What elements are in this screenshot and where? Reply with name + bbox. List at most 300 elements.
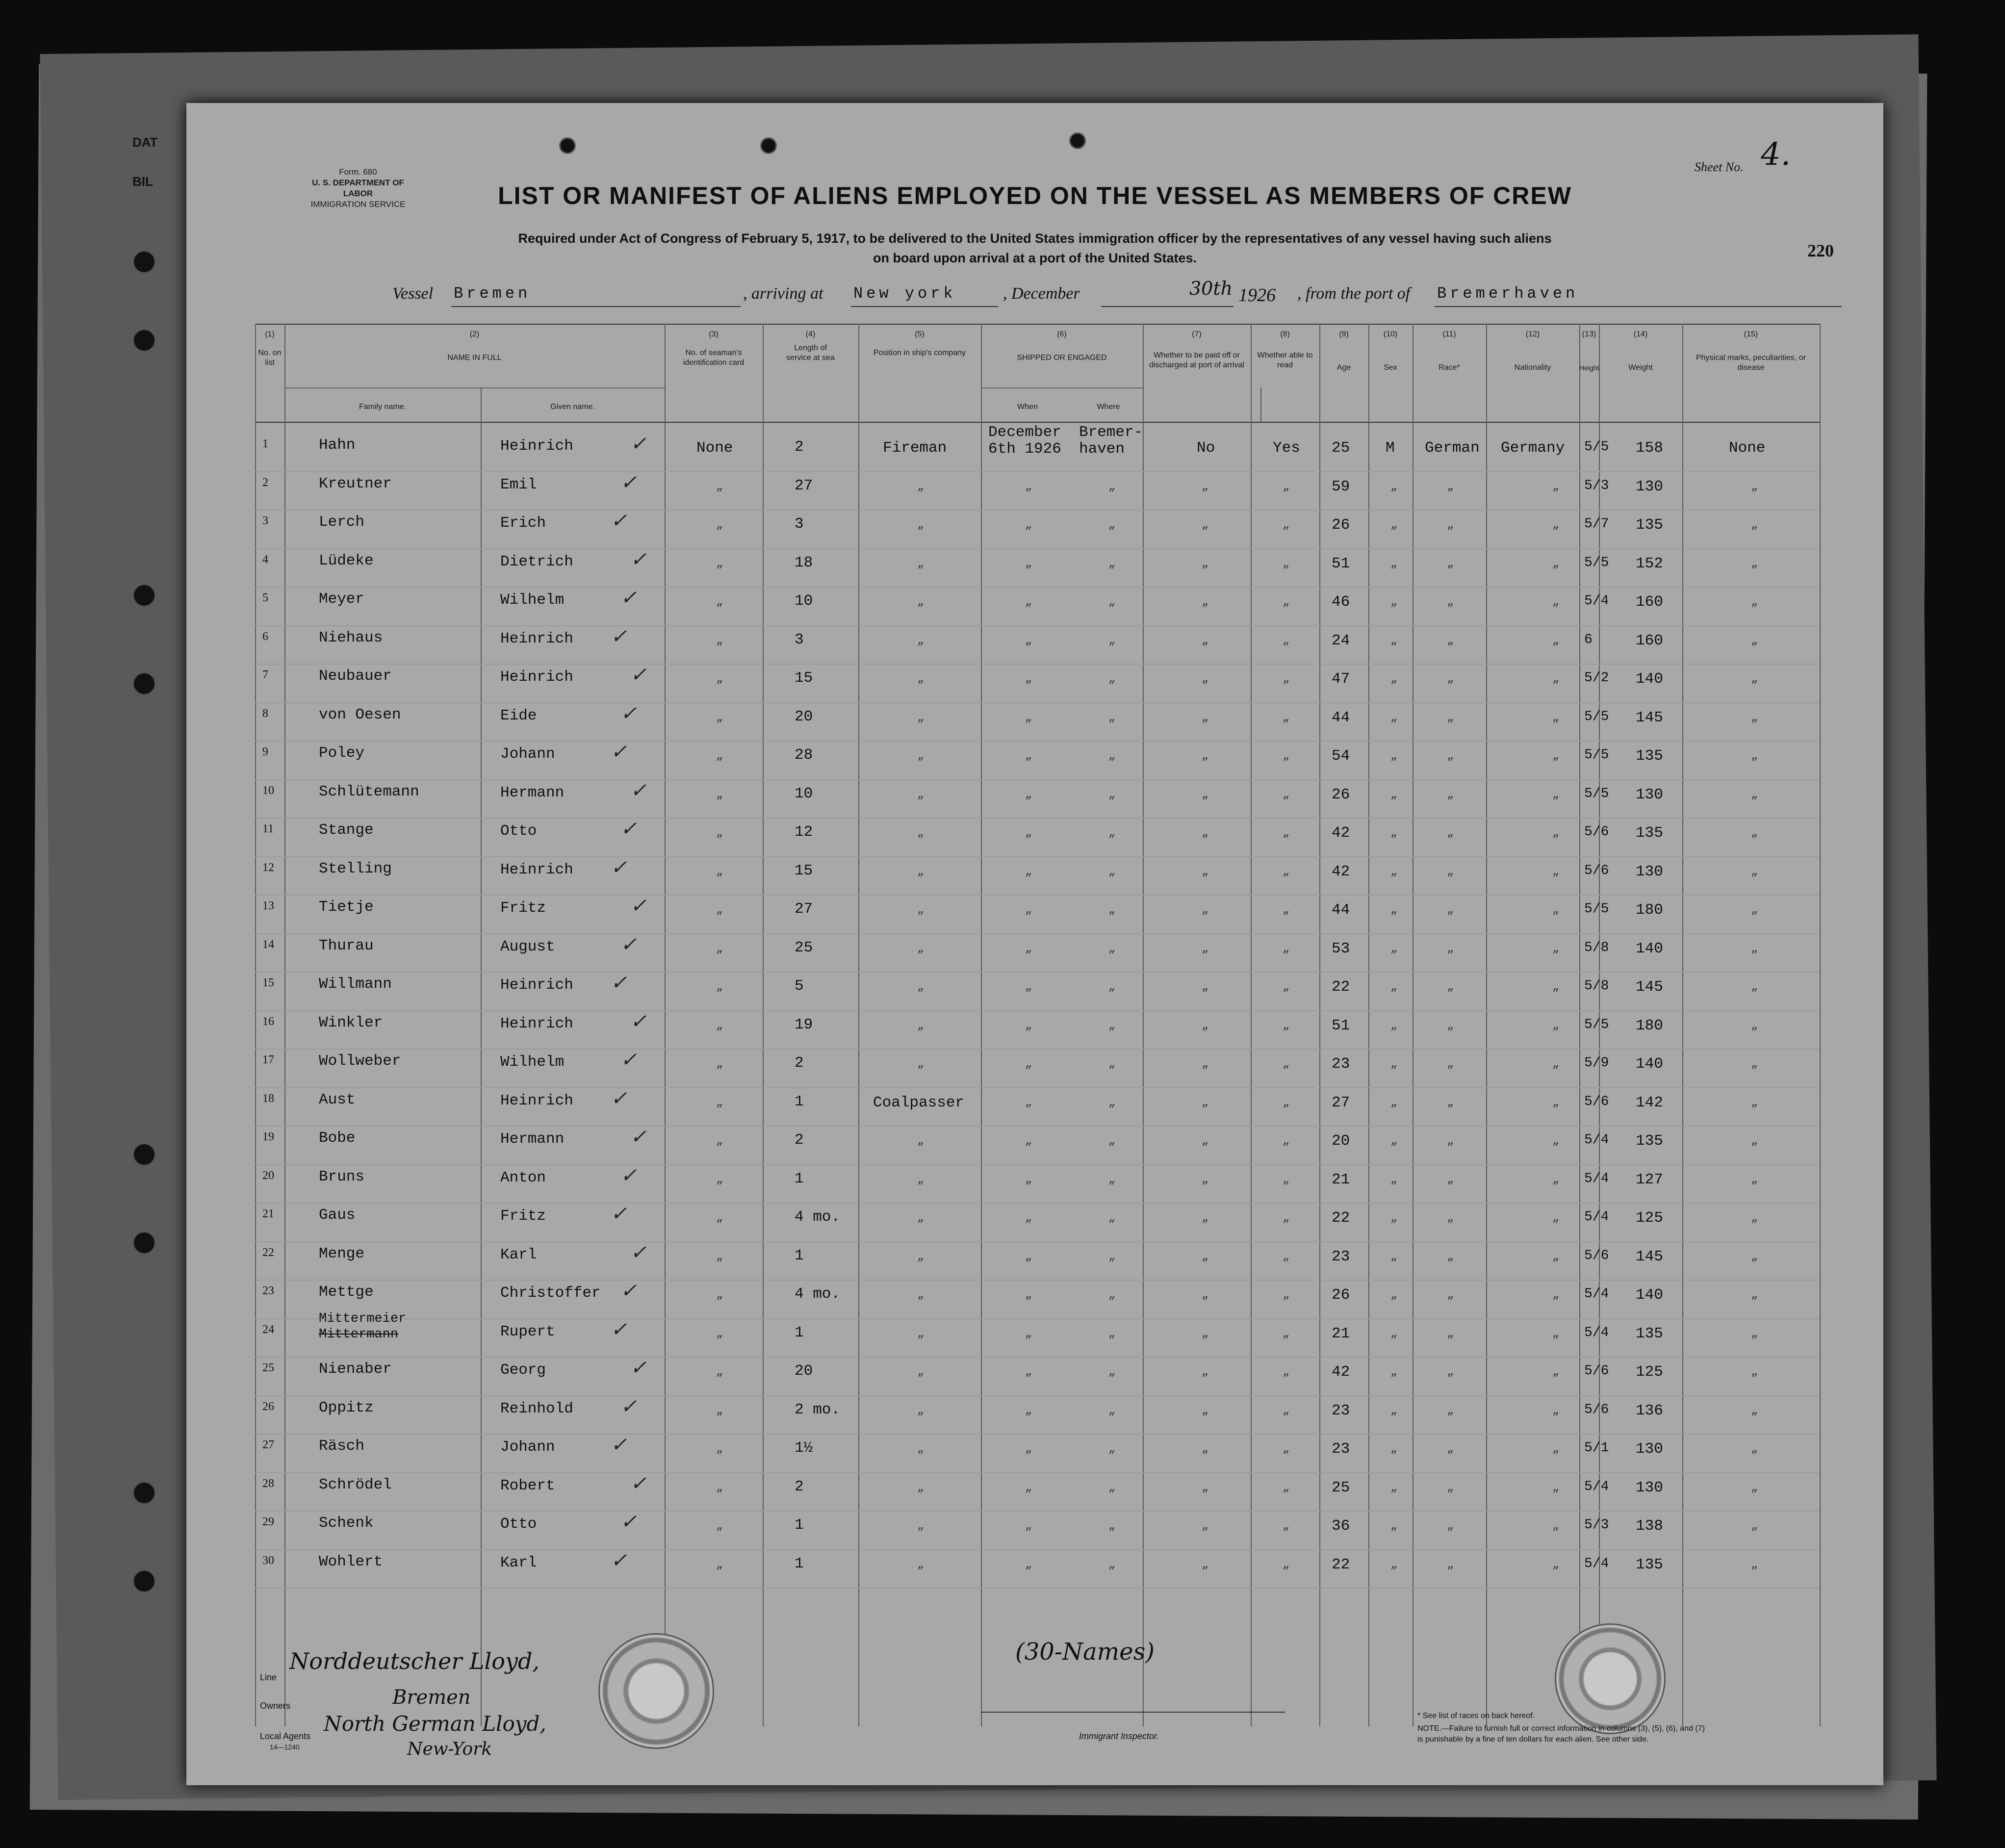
column-rule [284, 324, 285, 1726]
ditto-mark: „ [1390, 672, 1398, 686]
race-header: Race* [1439, 363, 1460, 372]
check-mark: ✓ [630, 664, 647, 686]
weight-header: Weight [1628, 363, 1653, 372]
sheet-label: Sheet No. [1695, 160, 1744, 174]
height: 5/5 [1584, 1017, 1609, 1032]
ditto-mark: „ [1202, 557, 1209, 570]
ditto-mark: „ [1025, 865, 1032, 878]
stamp-number: 220 [1807, 241, 1834, 260]
given-name: Dietrich [500, 553, 573, 570]
age: 51 [1332, 1017, 1350, 1034]
given-name: Heinrich [500, 437, 573, 455]
row-number: 4 [262, 553, 268, 566]
ditto-mark: „ [917, 1404, 925, 1417]
height: 5/4 [1584, 1325, 1609, 1340]
ditto-mark: „ [1552, 557, 1560, 570]
ditto-mark: „ [1025, 1134, 1032, 1148]
ditto-mark: „ [1283, 903, 1290, 917]
ditto-mark: „ [1108, 518, 1116, 532]
row-number: 15 [262, 976, 274, 989]
agents-value: North German Lloyd, [324, 1712, 546, 1736]
manifest-footer [186, 1638, 1883, 1785]
owners-value: Bremen [392, 1686, 471, 1709]
height: 5/8 [1584, 978, 1609, 994]
height: 5/4 [1584, 1286, 1609, 1302]
shipped-when: December [988, 424, 1061, 441]
ditto-mark: „ [1447, 1057, 1454, 1071]
ditto-mark: „ [1552, 788, 1560, 801]
row-rule [255, 422, 1820, 423]
row-number: 29 [262, 1515, 274, 1528]
ditto-mark: „ [1108, 826, 1116, 840]
column-number: (11) [1442, 330, 1456, 338]
ditto-mark: „ [1552, 1096, 1560, 1109]
age: 51 [1332, 555, 1350, 572]
ditto-mark: „ [1025, 1481, 1032, 1494]
ditto-mark: „ [1202, 1134, 1209, 1148]
ditto-mark: „ [1108, 942, 1116, 955]
shipped-where: haven [1079, 440, 1125, 458]
row-number: 28 [262, 1477, 274, 1490]
ditto-mark: „ [1283, 749, 1290, 763]
check-mark: ✓ [611, 1434, 627, 1456]
ditto-mark: „ [1202, 1404, 1209, 1417]
family-name: Niehaus [319, 629, 383, 646]
ditto-mark: „ [1447, 480, 1454, 493]
ditto-mark: „ [1283, 1442, 1290, 1456]
age: 21 [1332, 1325, 1350, 1342]
height: 5/2 [1584, 670, 1609, 686]
weight: 135 [1636, 747, 1663, 765]
ditto-mark: „ [716, 826, 723, 840]
age-header: Age [1337, 363, 1351, 372]
row-number: 30 [262, 1554, 274, 1567]
back-label: DAT [132, 135, 158, 150]
ditto-mark: „ [917, 480, 925, 493]
given-name: Fritz [500, 1207, 546, 1225]
row-rule [255, 471, 1820, 472]
service-length: 1 [795, 1247, 804, 1264]
weight: 145 [1636, 709, 1663, 726]
family-name: Mettge [319, 1283, 374, 1301]
position: Fireman [883, 439, 947, 457]
check-mark: ✓ [630, 433, 647, 455]
column-number: (4) [805, 330, 816, 338]
ditto-mark: „ [716, 634, 723, 647]
given-name: Heinrich [500, 976, 573, 994]
ditto-mark: „ [1552, 1558, 1560, 1571]
line-label: Line [260, 1672, 277, 1682]
arriving-label: , arriving at [743, 284, 823, 303]
ditto-mark: „ [1390, 634, 1398, 647]
height: 5/6 [1584, 1248, 1609, 1263]
column-number: (5) [915, 330, 925, 338]
ditto-mark: „ [1552, 865, 1560, 878]
family-name: Aust [319, 1091, 356, 1108]
ditto-mark: „ [1025, 1558, 1032, 1571]
column-rule [1260, 387, 1261, 422]
ditto-mark: „ [1108, 903, 1116, 917]
ditto-mark: „ [1025, 1365, 1032, 1379]
weight: 135 [1636, 1325, 1663, 1342]
ditto-mark: „ [1025, 826, 1032, 840]
ditto-mark: „ [1447, 826, 1454, 840]
family-name: Hahn [319, 436, 356, 454]
age: 25 [1332, 439, 1350, 457]
ditto-mark: „ [917, 634, 925, 647]
ditto-mark: „ [1447, 518, 1454, 532]
row-number: 6 [262, 630, 268, 643]
ditto-mark: „ [1390, 1365, 1398, 1379]
weight: 180 [1636, 1017, 1663, 1034]
given-name: Heinrich [500, 668, 573, 686]
service-length: 3 [795, 631, 804, 648]
row-number: 21 [262, 1207, 274, 1220]
column-number: (1) [265, 330, 275, 338]
ditto-mark: „ [1108, 1134, 1116, 1148]
ditto-mark: „ [1108, 1288, 1116, 1302]
row-rule [255, 1357, 1820, 1358]
row-number: 27 [262, 1438, 274, 1451]
ditto-mark: „ [1751, 1288, 1758, 1302]
row-number: 12 [262, 861, 274, 874]
binder-hole [132, 672, 156, 695]
ditto-mark: „ [1390, 557, 1398, 570]
ditto-mark: „ [1202, 1096, 1209, 1109]
family-name: Wollweber [319, 1052, 401, 1070]
ditto-mark: „ [917, 1134, 925, 1148]
ditto-mark: „ [1751, 1481, 1758, 1494]
weight: 130 [1636, 863, 1663, 880]
weight: 125 [1636, 1209, 1663, 1227]
row-rule [255, 702, 1820, 703]
ditto-mark: „ [1390, 942, 1398, 955]
ditto-mark: „ [1552, 1173, 1560, 1186]
ditto-mark: „ [1025, 1250, 1032, 1263]
fine-note: NOTE.—Failure to furnish full or correct information in columns (3), (5), (6), and (7) [1417, 1724, 1705, 1733]
service-length: 19 [795, 1016, 813, 1033]
ditto-mark: „ [1390, 1057, 1398, 1071]
check-mark: ✓ [630, 548, 647, 571]
ditto-mark: „ [1283, 1211, 1290, 1225]
ditto-mark: „ [1108, 480, 1116, 493]
ditto-mark: „ [1751, 942, 1758, 955]
age: 47 [1332, 670, 1350, 688]
form-label: Form. 680 [339, 167, 377, 177]
height: 5/4 [1584, 593, 1609, 609]
family-name: Gaus [319, 1206, 356, 1224]
ditto-mark: „ [716, 903, 723, 917]
given-name: Karl [500, 1554, 537, 1571]
vessel-name: Bremen [454, 284, 531, 303]
ditto-mark: „ [1108, 1558, 1116, 1571]
family-name: Lerch [319, 513, 365, 531]
check-mark: ✓ [611, 972, 627, 994]
column-number: (15) [1744, 330, 1758, 338]
ditto-mark: „ [1202, 480, 1209, 493]
column-rule [1368, 324, 1369, 1726]
height: 5/6 [1584, 1094, 1609, 1109]
nationality: Germany [1501, 439, 1565, 457]
ditto-mark: „ [1025, 672, 1032, 686]
row-rule [284, 387, 665, 388]
ditto-mark: „ [1552, 595, 1560, 609]
ditto-mark: „ [1025, 1173, 1032, 1186]
weight: 130 [1636, 478, 1663, 495]
ditto-mark: „ [1025, 1211, 1032, 1225]
ditto-mark: „ [917, 1057, 925, 1071]
row-number: 17 [262, 1053, 274, 1066]
column-rule [1579, 324, 1580, 1726]
ditto-mark: „ [1390, 1442, 1398, 1456]
ditto-mark: „ [1025, 1519, 1032, 1533]
ditto-mark: „ [1447, 1250, 1454, 1263]
sheet-number: 4. [1761, 136, 1791, 173]
weight: 138 [1636, 1517, 1663, 1535]
given-name: Christoffer [500, 1284, 601, 1302]
ditto-mark: „ [1108, 1404, 1116, 1417]
ditto-mark: „ [1447, 1327, 1454, 1340]
column-rule [255, 324, 256, 1726]
column-rule [1486, 324, 1487, 1726]
row-rule [981, 387, 1143, 388]
ditto-mark: „ [1751, 1519, 1758, 1533]
ditto-mark: „ [917, 711, 925, 724]
check-mark: ✓ [620, 1164, 637, 1187]
row-number: 26 [262, 1400, 274, 1413]
column-number: (13) [1582, 330, 1596, 338]
consulate-seal [1555, 1623, 1666, 1734]
ditto-mark: „ [716, 1057, 723, 1071]
ditto-mark: „ [716, 1404, 723, 1417]
given-name: Otto [500, 1515, 537, 1533]
age: 26 [1332, 516, 1350, 534]
age: 53 [1332, 940, 1350, 957]
ditto-mark: „ [1108, 1096, 1116, 1109]
family-name: Winkler [319, 1014, 383, 1031]
ditto-mark: „ [716, 942, 723, 955]
weight: 135 [1636, 516, 1663, 534]
row-rule [255, 1087, 1820, 1088]
ditto-mark: „ [1202, 1019, 1209, 1032]
ditto-mark: „ [1552, 1057, 1560, 1071]
physical-marks: None [1729, 439, 1766, 457]
family-name: Thurau [319, 937, 374, 954]
sex-header: Sex [1384, 363, 1397, 372]
column-number: (2) [469, 330, 480, 338]
row-rule [255, 818, 1820, 819]
ditto-mark: „ [1108, 1057, 1116, 1071]
row-number: 18 [262, 1092, 274, 1105]
age: 42 [1332, 1363, 1350, 1381]
ditto-mark: „ [1552, 1250, 1560, 1263]
check-mark: ✓ [630, 1472, 647, 1495]
row-number: 22 [262, 1246, 274, 1259]
ditto-mark: „ [1108, 749, 1116, 763]
punch-hole [1069, 132, 1086, 149]
age: 23 [1332, 1402, 1350, 1419]
ditto-mark: „ [1552, 1134, 1560, 1148]
ditto-mark: „ [1025, 480, 1032, 493]
ditto-mark: „ [716, 1365, 723, 1379]
height: 5/3 [1584, 1517, 1609, 1533]
ditto-mark: „ [1751, 1019, 1758, 1032]
service-length: 15 [795, 669, 813, 687]
ditto-mark: „ [1283, 826, 1290, 840]
ditto-mark: „ [1390, 1327, 1398, 1340]
height: 5/6 [1584, 1402, 1609, 1417]
ditto-mark: „ [716, 595, 723, 609]
ditto-mark: „ [1751, 1365, 1758, 1379]
name-in-full-header: NAME IN FULL [447, 354, 502, 362]
ditto-mark: „ [1202, 1519, 1209, 1533]
height: 5/1 [1584, 1440, 1609, 1456]
ditto-mark: „ [1390, 903, 1398, 917]
service-length: 2 [795, 1478, 804, 1495]
height: 5/9 [1584, 1055, 1609, 1071]
family-name: Tietje [319, 898, 374, 916]
row-rule [255, 1511, 1820, 1512]
service-length: 1 [795, 1555, 804, 1572]
ditto-mark: „ [1108, 634, 1116, 647]
service-length: 12 [795, 823, 813, 841]
ditto-mark: „ [1108, 672, 1116, 686]
document-title: LIST OR MANIFEST OF ALIENS EMPLOYED ON THE VESSEL AS MEMBERS OF CREW [498, 182, 1572, 209]
weight: 152 [1636, 555, 1663, 572]
able-read-header: Whether able to read [1257, 351, 1313, 369]
age: 26 [1332, 786, 1350, 803]
ditto-mark: „ [1447, 749, 1454, 763]
ditto-mark: „ [1025, 634, 1032, 647]
ditto-mark: „ [1025, 1442, 1032, 1456]
from-label: , from the port of [1297, 284, 1411, 303]
ditto-mark: „ [1552, 634, 1560, 647]
given-name: Anton [500, 1169, 546, 1186]
row-rule [255, 779, 1820, 780]
service-length: 2 [795, 438, 804, 456]
race: German [1425, 439, 1480, 457]
family-name: Meyer [319, 590, 365, 608]
ditto-mark: „ [1025, 942, 1032, 955]
row-rule [255, 1318, 1820, 1319]
ditto-mark: „ [1202, 1057, 1209, 1071]
ditto-mark: „ [1552, 980, 1560, 994]
family-name: Menge [319, 1245, 365, 1262]
ditto-mark: „ [1283, 980, 1290, 994]
ditto-mark: „ [1283, 672, 1290, 686]
given-name: Fritz [500, 899, 546, 917]
service-length-header: Length of service at sea [786, 344, 835, 362]
service-length: 1 [795, 1170, 804, 1187]
age: 21 [1332, 1171, 1350, 1188]
ditto-mark: „ [1108, 788, 1116, 801]
ditto-mark: „ [1751, 1134, 1758, 1148]
weight: 142 [1636, 1094, 1663, 1111]
check-mark: ✓ [611, 1203, 627, 1225]
ditto-mark: „ [1108, 980, 1116, 994]
ditto-mark: „ [716, 1250, 723, 1263]
check-mark: ✓ [630, 895, 647, 917]
ditto-mark: „ [716, 749, 723, 763]
ditto-mark: „ [1108, 711, 1116, 724]
age: 22 [1332, 978, 1350, 996]
ditto-mark: „ [1552, 672, 1560, 686]
vessel-label: Vessel [392, 284, 434, 303]
ditto-mark: „ [1283, 1134, 1290, 1148]
ditto-mark: „ [1751, 788, 1758, 801]
weight: 145 [1636, 1248, 1663, 1265]
ditto-mark: „ [1202, 1481, 1209, 1494]
height: 5/4 [1584, 1479, 1609, 1494]
ditto-mark: „ [1108, 1211, 1116, 1225]
back-label: BIL [132, 174, 153, 189]
ditto-mark: „ [1751, 1442, 1758, 1456]
seaman-id: None [696, 439, 733, 457]
column-number: (10) [1383, 330, 1398, 338]
row-number: 25 [262, 1361, 274, 1374]
family-name: Oppitz [319, 1399, 374, 1416]
no-on-list-header: No. on list [258, 349, 282, 367]
check-mark: ✓ [611, 1549, 627, 1572]
ditto-mark: „ [1202, 518, 1209, 532]
row-rule [255, 1549, 1820, 1550]
ditto-mark: „ [917, 749, 925, 763]
ditto-mark: „ [1025, 518, 1032, 532]
ditto-mark: „ [1390, 595, 1398, 609]
ditto-mark: „ [1390, 711, 1398, 724]
service-length: 1 [795, 1093, 804, 1110]
row-rule [255, 510, 1820, 511]
family-name: Schlütemann [319, 783, 419, 800]
departure-port: Bremerhaven [1437, 284, 1579, 303]
ditto-mark: „ [1390, 1558, 1398, 1571]
ditto-mark: „ [1447, 1173, 1454, 1186]
age: 24 [1332, 632, 1350, 649]
ditto-mark: „ [1283, 1057, 1290, 1071]
ditto-mark: „ [1751, 749, 1758, 763]
age: 59 [1332, 478, 1350, 495]
seaman-id-header: No. of seaman's identification card [683, 349, 745, 367]
check-mark: ✓ [611, 625, 627, 648]
column-number: (9) [1339, 330, 1349, 338]
column-number: (6) [1057, 330, 1067, 338]
ditto-mark: „ [1025, 1096, 1032, 1109]
ditto-mark: „ [1552, 1019, 1560, 1032]
ditto-mark: „ [917, 1481, 925, 1494]
family-name: Bruns [319, 1168, 365, 1185]
height: 6 [1584, 632, 1593, 647]
row-number: 23 [262, 1284, 274, 1297]
binder-hole [132, 250, 156, 274]
agents-city: New-York [407, 1739, 492, 1759]
sex: M [1386, 439, 1395, 457]
column-rule [1251, 324, 1252, 1726]
age: 44 [1332, 901, 1350, 919]
ditto-mark: „ [1025, 749, 1032, 763]
weight: 140 [1636, 1055, 1663, 1073]
given-name: Eide [500, 707, 537, 724]
ditto-mark: „ [1025, 980, 1032, 994]
department-label: U. S. DEPARTMENT OF LABOR [312, 178, 404, 198]
ditto-mark: „ [1552, 1211, 1560, 1225]
column-number: (14) [1633, 330, 1648, 338]
service-length: 2 mo. [795, 1401, 841, 1418]
given-name: Georg [500, 1361, 546, 1379]
ditto-mark: „ [1390, 1404, 1398, 1417]
service-length: 28 [795, 746, 813, 764]
ditto-mark: „ [1751, 1558, 1758, 1571]
ditto-mark: „ [1202, 865, 1209, 878]
